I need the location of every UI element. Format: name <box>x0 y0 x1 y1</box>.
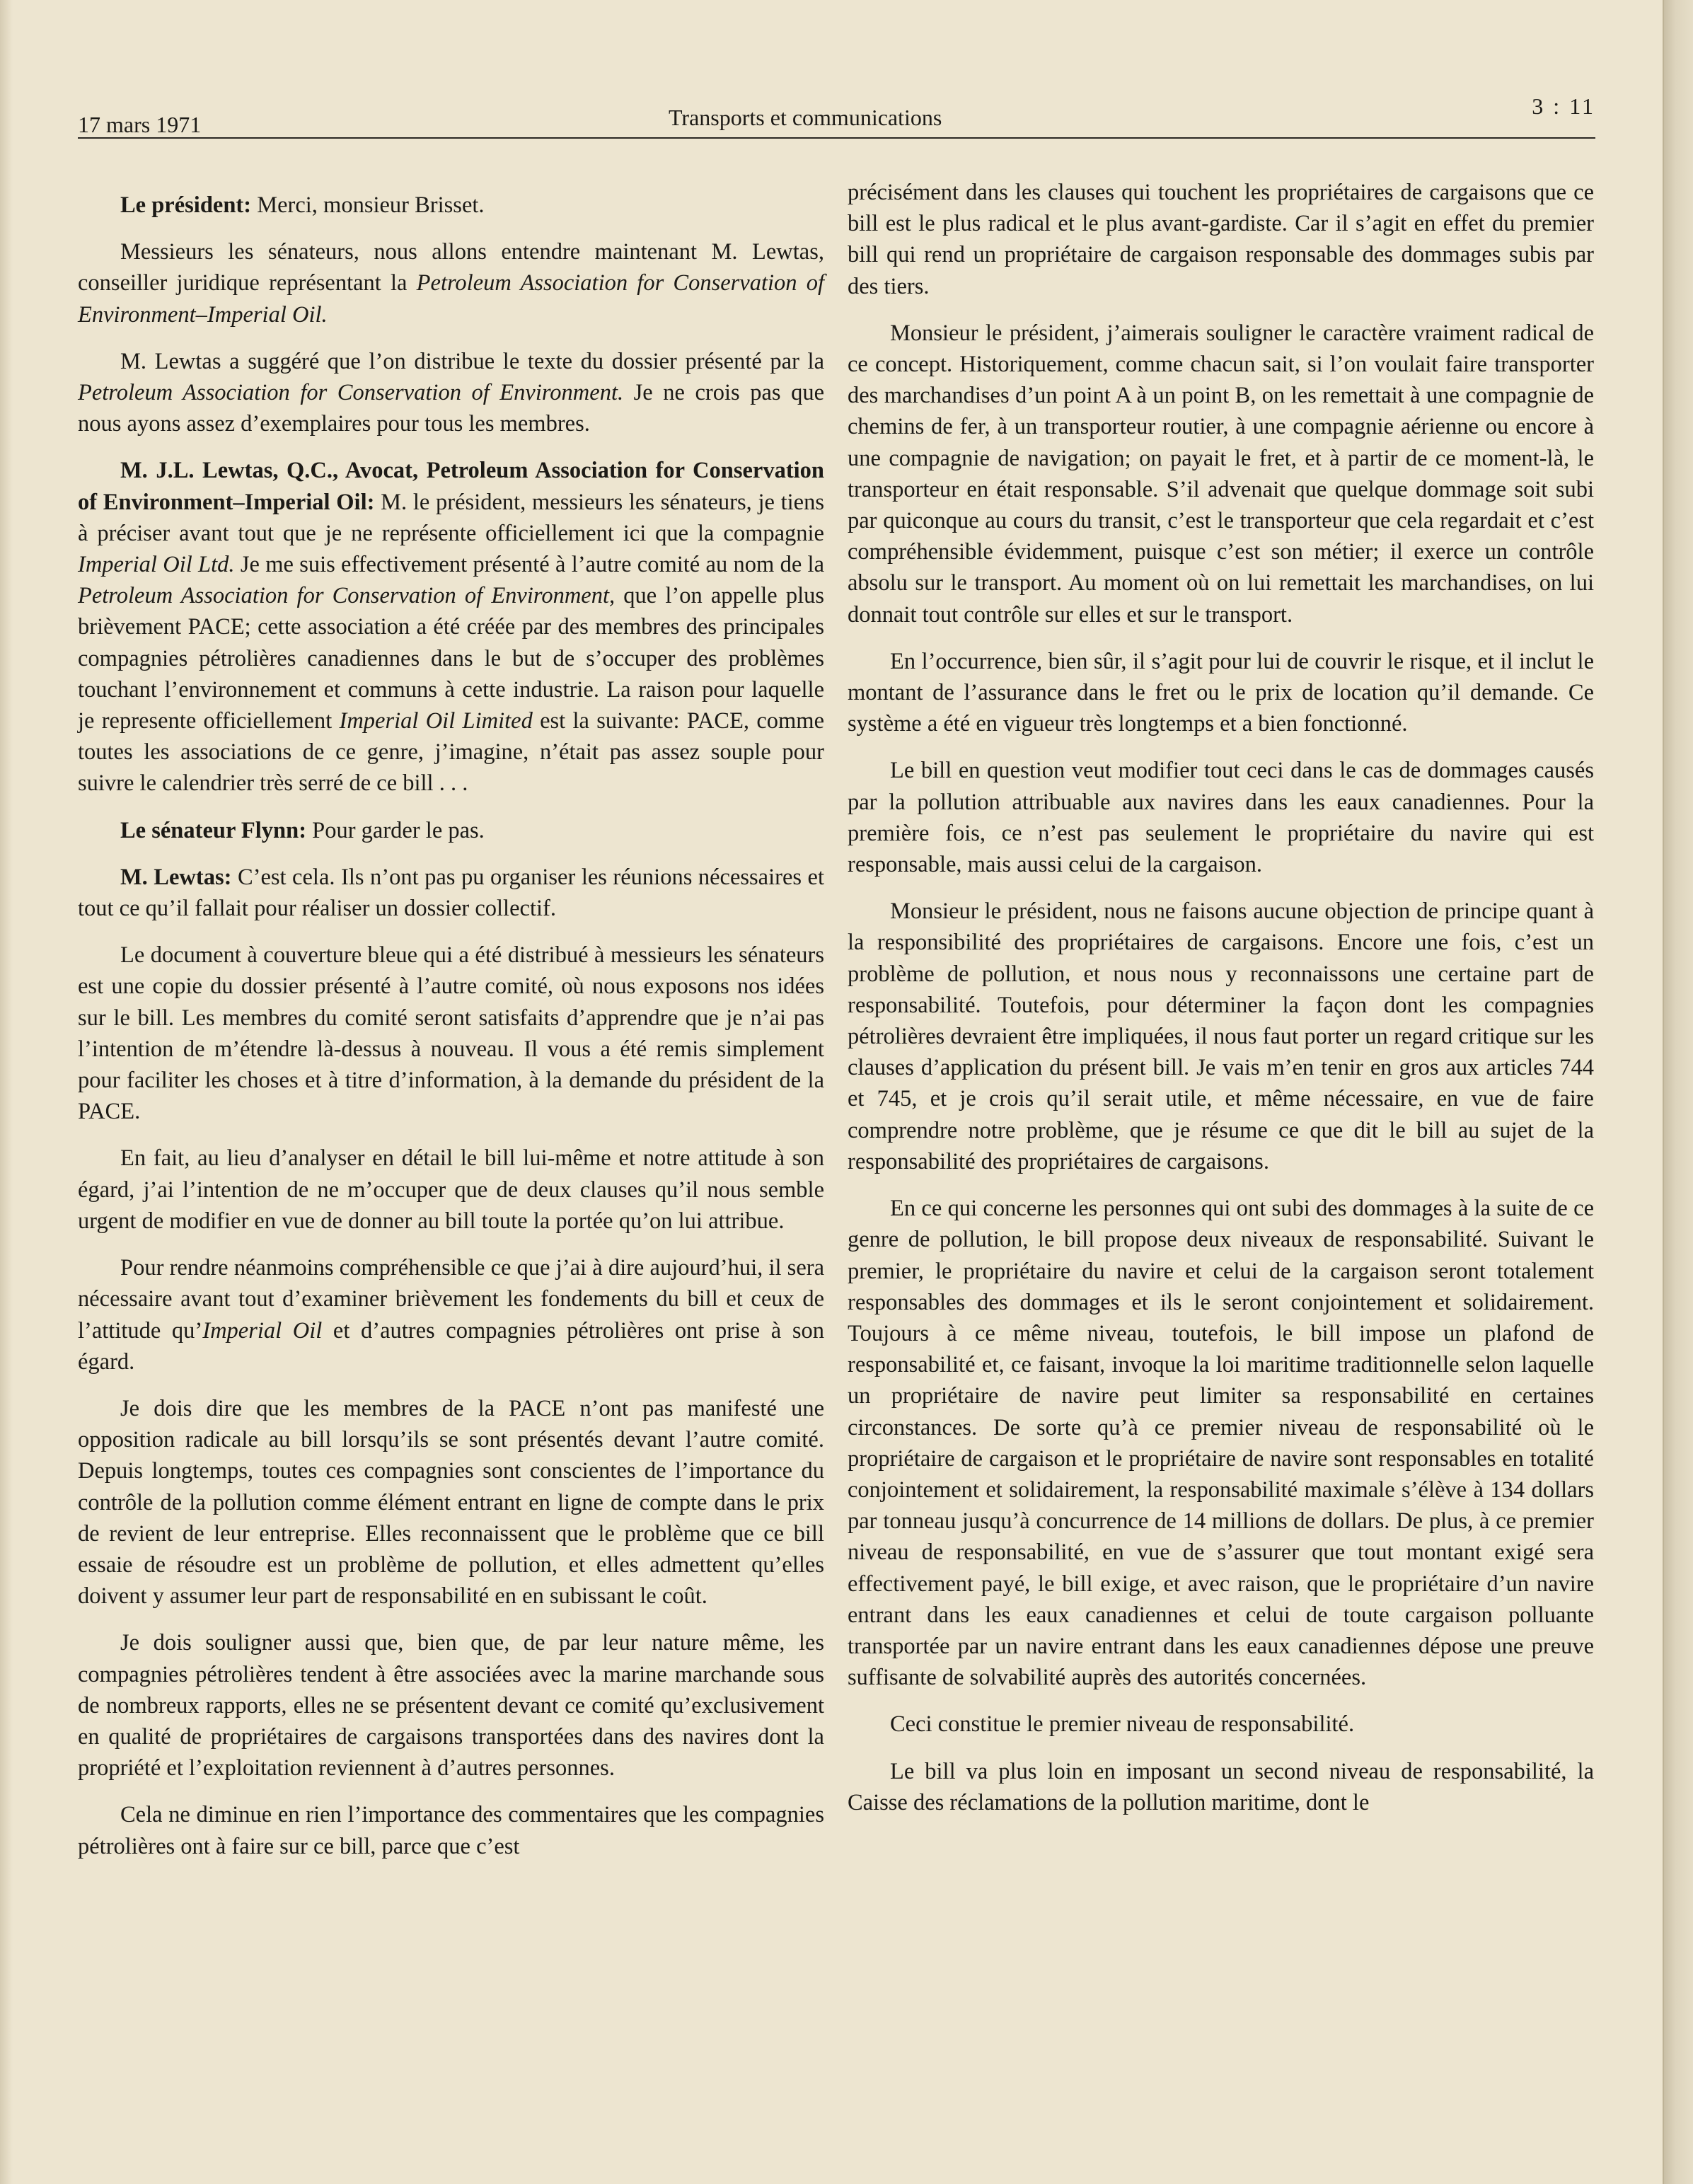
header-date: 17 mars 1971 <box>78 112 202 137</box>
header-title: Transports et communications <box>669 105 942 130</box>
paragraph: Le document à couverture bleue qui a été distribué à messieurs les sénateurs est une copie du dossier présenté à l’autre comité, où nous exposons nos idées sur le bill. Les membres du comité seront satisfaits d’apprendre que je n’ai pas l’intention de m’étendre là-dessus à nouveau. Il vous a été remis simplement pour faciliter les choses et à titre d’information, à la demande du président de la PACE. <box>78 942 824 1125</box>
scan-left-shadow <box>0 0 13 2184</box>
speaker-name: Le président: <box>120 192 252 218</box>
paragraph: Le sénateur Flynn: Pour garder le pas. <box>120 817 485 843</box>
paragraph: En l’occurrence, bien sûr, il s’agit pour lui de couvrir le risque, et il inclut le montant de l’assurance dans le fret ou le prix de location qu’il demande. Ce système a été en vigueur très longtemps et a bien fonctionné. <box>848 648 1594 737</box>
speaker-name: Le sénateur Flynn: <box>120 817 307 843</box>
speaker-name: M. J.L. Lewtas, Q.C., Avocat, Petroleum Association for Conservation of Environment–Imperial Oil: <box>78 458 824 515</box>
paragraph: Pour rendre néanmoins compréhensible ce que j’ai à dire aujourd’hui, il sera nécessaire avant tout d’examiner brièvement les fondements du bill et ceux de l’attitude qu’Imperial Oil et d’autres compagnies pétrolières ont prise à son égard. <box>78 1255 824 1375</box>
paragraph: Le bill va plus loin en imposant un second niveau de responsabilité, la Caisse des réclamations de la pollution maritime, dont le <box>848 1758 1594 1815</box>
scan-page-edge <box>1663 0 1693 2184</box>
speaker-name: M. Lewtas: <box>120 864 232 890</box>
paragraph: Cela ne diminue en rien l’importance des commentaires que les compagnies pétrolières ont à faire sur ce bill, parce que c’est <box>78 1802 824 1859</box>
paragraph: Messieurs les sénateurs, nous allons entendre maintenant M. Lewtas, conseiller juridique représentant la Petroleum Association for Conservation of Environment–Imperial Oil. <box>78 239 824 328</box>
paragraph: En fait, au lieu d’analyser en détail le bill lui-même et notre attitude à son égard, j’ai l’intention de ne m’occuper que de deux clauses qu’il nous semble urgent de modifier en vue de donner au bill toute la portée qu’on lui attribue. <box>78 1145 824 1234</box>
paragraph: M. Lewtas: C’est cela. Ils n’ont pas pu organiser les réunions nécessaires et tout ce qu’il fallait pour réaliser un dossier collectif. <box>78 864 824 922</box>
paragraph: Le bill en question veut modifier tout ceci dans le cas de dommages causés par la pollution attribuable aux navires dans les eaux canadiennes. Pour la première fois, ce n’est pas seulement le propriétaire du navire qui est responsable, mais aussi celui de la cargaison. <box>848 758 1594 878</box>
paragraph: précisément dans les clauses qui touchent les propriétaires de cargaisons que ce bill est le plus radical et le plus avant-gardiste. Car il s’agit en effet du premier bill qui rend un propriétaire de cargaison responsable des dommages subis par des tiers. <box>848 180 1594 299</box>
right-column <box>848 177 1594 1834</box>
paragraph: Monsieur le président, nous ne faisons aucune objection de principe quant à la responsibilité des propriétaires de cargaisons. Encore une fois, c’est un problème de pollution, et nous nous y reconnaissons une certaine part de responsabilité. Toutefois, pour déterminer la façon dont les compagnies pétrolières devraient être impliquées, il nous faut porter un regard critique sur les clauses d’application du présent bill. Je vais m’en tenir en gros aux articles 744 et 745, et je crois qu’il serait utile, et même nécessaire, en vue de faire comprendre notre problème, que je résume ce que dit le bill au sujet de la responsabilité des propriétaires de cargaisons. <box>848 899 1594 1174</box>
paragraph: Je dois souligner aussi que, bien que, de par leur nature même, les compagnies pétrolières tendent à être associées avec la marine marchande sous de nombreux rapports, elles ne se présentent devant ce comité qu’exclusivement en qualité de propriétaires de cargaisons transportées dans des navires dont la propriété et l’exploitation reviennent à d’autres personnes. <box>78 1630 824 1781</box>
running-header <box>78 93 1595 139</box>
paragraph: En ce qui concerne les personnes qui ont subi des dommages à la suite de ce genre de pollution, le bill propose deux niveaux de responsabilité. Suivant le premier, le propriétaire du navire et celui de la cargaison seront totalement responsables des dommages et ils le seront conjointement et solidairement. Toujours à ce même niveau, toutefois, le bill impose un plafond de responsabilité et, ce faisant, invoque la loi maritime traditionnelle selon laquelle un propriétaire de navire peut limiter sa responsabilité en certaines circonstances. De sorte qu’à ce premier niveau de responsabilité où le propriétaire de cargaison et le propriétaire de navire sont responsables en totalité conjointement et solidairement, la responsabilité maximale s’élève à 134 dollars par tonneau jusqu’à concurrence de 14 millions de dollars. De plus, à ce premier niveau de responsabilité, en vue de s’assurer que tout montant exigé sera effectivement payé, le bill exige, et avec raison, que le propriétaire d’un navire entrant dans les eaux canadiennes et celui de toute cargaison polluante transportée par un navire entrant dans les eaux canadiennes dépose une preuve suffisante de solvabilité auprès des autorités concernées. <box>848 1196 1594 1691</box>
header-page-number: 3 : 11 <box>1532 93 1595 119</box>
paragraph: Monsieur le président, j’aimerais souligner le caractère vraiment radical de ce concept. Historiquement, comme chacun sait, si l’on voulait faire transporter des marchandises d’un point A à un point B, on les remettait à une compagnie de chemins de fer, à un transporteur routier, à une compagnie aérienne ou encore à une compagnie de navigation; on payait le fret, et à partir de ce moment-là, le transporteur en était responsable. S’il advenait que quelque dommage soit subi par quiconque au cours du transit, c’est le transporteur que cela regardait et c’est compréhensible évidemment, puisque c’est son métier; il exerce un contrôle absolu sur le transport. Au moment où on lui remettait les marchandises, on lui donnait tout contrôle sur elles et sur le transport. <box>848 320 1594 628</box>
paragraph: Le président: Merci, monsieur Brisset. <box>120 192 485 218</box>
paragraph: M. J.L. Lewtas, Q.C., Avocat, Petroleum Association for Conservation of Environment–Imperial Oil: M. le président, messieurs les sénateurs, je tiens à préciser avant tout que je ne représente officiellement ici que la compagnie Imperial Oil Ltd. Je me suis effectivement présenté à l’autre comité au nom de la Petroleum Association for Conservation of Environment, que l’on appelle plus brièvement PACE; cette association a été créée par des membres des principales compagnies pétrolières canadiennes dans le but de s’occuper des problèmes touchant l’environnement et communs à cette industrie. La raison pour laquelle je represente officiellement Imperial Oil Limited est la suivante: PACE, comme toutes les associations de ce genre, j’imagine, n’était pas assez souple pour suivre le calendrier très serré de ce bill . . . <box>78 458 824 797</box>
left-column <box>78 190 824 1878</box>
paragraph: M. Lewtas a suggéré que l’on distribue le texte du dossier présenté par la Petroleum Association for Conservation of Environment. Je ne crois pas que nous ayons assez d’exemplaires pour tous les membres. <box>78 348 824 437</box>
paragraph: Je dois dire que les membres de la PACE n’ont pas manifesté une opposition radicale au bill lorsqu’ils se sont présentés devant l’autre comité. Depuis longtemps, toutes ces compagnies sont conscientes de l’importance du contrôle de la pollution comme élément entrant en ligne de compte dans le prix de revient de leur entreprise. Elles reconnaissent que le problème que ce bill essaie de résoudre est un problème de pollution, et elles admettent qu’elles doivent y assumer leur part de responsabilité en en subissant le coût. <box>78 1395 824 1610</box>
paragraph: Ceci constitue le premier niveau de responsabilité. <box>890 1711 1355 1738</box>
